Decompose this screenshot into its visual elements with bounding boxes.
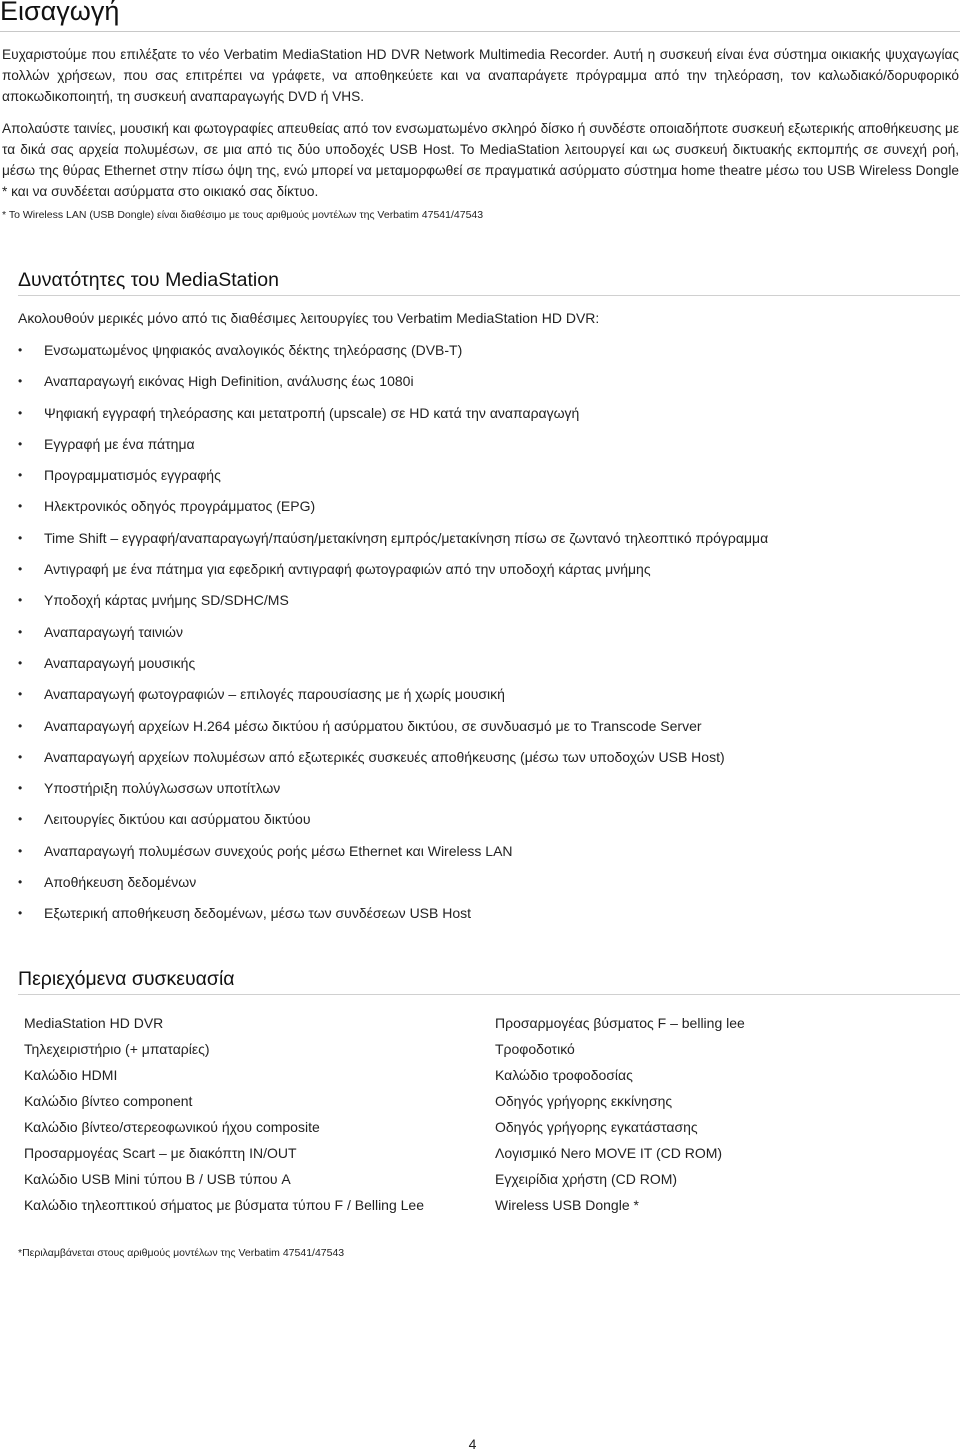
list-item [18, 716, 768, 747]
bullet-icon: • [18, 593, 23, 608]
list-item [18, 559, 768, 590]
list-item [18, 684, 768, 715]
list-item: Τροφοδοτικό [495, 1041, 575, 1057]
bullet-icon: • [18, 374, 23, 389]
bullet-icon: • [18, 343, 23, 357]
feature-text: Αναπαραγωγή ταινιών [44, 623, 183, 640]
list-item: Εγχειρίδια χρήστη (CD ROM) [495, 1171, 678, 1187]
bullet-icon: • [18, 687, 23, 702]
list-item: Καλώδιο HDMI [24, 1067, 118, 1083]
features-lead: Ακολουθούν μερικές μόνο από τις διαθέσιμες λειτουργίες του Verbatim MediaStation HD DVR: [18, 310, 600, 326]
feature-text: Αναπαραγωγή αρχείων πολυμέσων από εξωτερικές συσκευές αποθήκευσης (μέσω των υποδοχών USB Host) [44, 748, 725, 765]
feature-text: Ενσωματωμένος ψηφιακός αναλογικός δέκτης τηλεόρασης (DVB-T) [44, 342, 463, 358]
bullet-icon: • [18, 468, 23, 483]
features-heading: Δυνατότητες του MediaStation [18, 269, 279, 291]
list-item: MediaStation HD DVR [24, 1015, 164, 1031]
package-heading: Περιεχόμενα συσκευασία [18, 968, 235, 990]
list-item [18, 496, 768, 527]
feature-text: Ηλεκτρονικός οδηγός προγράμματος (EPG) [44, 498, 316, 515]
list-item [18, 434, 768, 465]
features-list [18, 340, 768, 935]
feature-text: Υποστήριξη πολύγλωσσων υποτίτλων [44, 780, 281, 797]
list-item: Καλώδιο τροφοδοσίας [495, 1067, 633, 1083]
list-item: Καλώδιο βίντεο component [24, 1093, 193, 1109]
list-item [18, 528, 768, 559]
bullet-icon: • [18, 499, 23, 514]
list-item: Καλώδιο βίντεο/στερεοφωνικού ήχου composite [24, 1119, 320, 1135]
feature-text: Αναπαραγωγή φωτογραφιών – επιλογές παρουσίασης με ή χωρίς μουσική [44, 686, 505, 703]
intro-paragraph-2: Απολαύστε ταινίες, μουσική και φωτογραφίες απευθείας από τον ενσωματωμένο σκληρό δίσκο ή συνδέστε οποιαδήποτε συσκευή εξωτερικής αποθήκευσης με τα δικά σας αρχεία πολυμέσων, σε μια από τις δύο υποδοχές USB Host. Το MediaStation λειτουργεί και ως συσκευή δικτυακής εκπομπής σε συνεχή ροή, μέσω της θύρας Ethernet στην πίσω όψη της, ενώ μπορεί να μεταμορφωθεί σε πραγματικά ασύρματο σύστημα home theatre μέσω του USB Wireless Dongle * και να συνδέεται ασύρματα στο οικιακό σας δίκτυο. [2, 121, 959, 199]
list-item [18, 747, 768, 778]
bullet-icon: • [18, 875, 23, 890]
page-number: 4 [468, 1436, 477, 1452]
bullet-icon: • [18, 436, 23, 451]
feature-text: Αναπαραγωγή εικόνας High Definition, ανάλυσης έως 1080i [44, 373, 414, 390]
bullet-icon: • [18, 624, 23, 639]
feature-text: Αντιγραφή με ένα πάτημα για εφεδρική αντιγραφή φωτογραφιών από την υποδοχή κάρτας μνήμης [44, 561, 651, 578]
list-item [18, 622, 768, 653]
bullet-icon: • [18, 405, 23, 420]
wireless-footnote: * Το Wireless LAN (USB Dongle) είναι διαθέσιμο με τους αριθμούς μοντέλων της Verbatim 47541/47543 [2, 209, 484, 221]
package-footnote: *Περιλαμβάνεται στους αριθμούς μοντέλων της Verbatim 47541/47543 [18, 1247, 345, 1259]
list-item: Οδηγός γρήγορης εκκίνησης [495, 1093, 673, 1109]
list-item [18, 841, 768, 872]
package-list-left [24, 1013, 424, 1221]
list-item [18, 340, 768, 371]
package-list-right [495, 1013, 745, 1221]
bullet-icon: • [18, 562, 23, 577]
list-item: Οδηγός γρήγορης εγκατάστασης [495, 1119, 698, 1135]
feature-text: Time Shift – εγγραφή/αναπαραγωγή/παύση/μετακίνηση εμπρός/μετακίνηση πίσω σε ζωντανό τηλεοπτικό πρόγραμμα [44, 529, 769, 546]
list-item [18, 778, 768, 809]
list-item [18, 403, 768, 434]
title-divider [0, 31, 960, 32]
list-item [18, 809, 768, 840]
intro-paragraph-1: Ευχαριστούμε που επιλέξατε το νέο Verbatim MediaStation HD DVR Network Multimedia Recorder. Αυτή η συσκευή είναι ένα σύστημα οικιακής ψυχαγωγίας πολλών χρήσεων, που σας επιτρέπει να γράφετε, να αποθηκεύετε και να αναπαράγετε πρόγραμμα από την τηλεόραση, τον καλωδιακό/δορυφορικό αποκωδικοποιητή, τη συσκευή αναπαραγωγής DVD ή VHS. [2, 47, 959, 104]
bullet-icon: • [18, 749, 23, 764]
list-item: Τηλεχειριστήριο (+ μπαταρίες) [24, 1041, 210, 1057]
bullet-icon: • [18, 530, 23, 545]
bullet-icon: • [18, 655, 23, 670]
feature-text: Ψηφιακή εγγραφή τηλεόρασης και μετατροπή (upscale) σε HD κατά την αναπαραγωγή [44, 404, 580, 421]
list-item [18, 872, 768, 903]
list-item [18, 903, 768, 934]
bullet-icon: • [18, 906, 23, 921]
feature-text: Αποθήκευση δεδομένων [44, 874, 197, 891]
bullet-icon: • [18, 843, 23, 858]
feature-text: Εγγραφή με ένα πάτημα [44, 435, 195, 452]
list-item: Προσαρμογέας Scart – με διακόπτη IN/OUT [24, 1145, 297, 1161]
list-item [18, 371, 768, 402]
feature-text: Εξωτερική αποθήκευση δεδομένων, μέσω των συνδέσεων USB Host [44, 905, 472, 922]
feature-text: Αναπαραγωγή μουσικής [44, 654, 196, 671]
feature-text: Υποδοχή κάρτας μνήμης SD/SDHC/MS [44, 592, 289, 609]
list-item: Λογισμικό Nero MOVE IT (CD ROM) [495, 1145, 723, 1161]
feature-text: Προγραμματισμός εγγραφής [44, 467, 221, 484]
list-item: Καλώδιο τηλεοπτικού σήματος με βύσματα τύπου F / Belling Lee [24, 1197, 425, 1213]
bullet-icon: • [18, 718, 23, 733]
feature-text: Αναπαραγωγή πολυμέσων συνεχούς ροής μέσω Ethernet και Wireless LAN [44, 842, 513, 859]
list-item [18, 653, 768, 684]
page-title: Εισαγωγή [0, 0, 120, 26]
bullet-icon: • [18, 812, 23, 827]
list-item [18, 590, 768, 621]
list-item [18, 465, 768, 496]
list-item: Καλώδιο USB Mini τύπου B / USB τύπου A [24, 1171, 291, 1187]
features-divider [18, 295, 960, 296]
bullet-icon: • [18, 781, 23, 796]
list-item: Προσαρμογέας βύσματος F – belling lee [495, 1015, 745, 1031]
feature-text: Λειτουργίες δικτύου και ασύρματου δικτύου [44, 811, 311, 828]
package-divider [18, 994, 960, 995]
feature-text: Αναπαραγωγή αρχείων H.264 μέσω δικτύου ή ασύρματου δικτύου, σε συνδυασμό με το Transcode Server [44, 717, 702, 734]
list-item: Wireless USB Dongle * [495, 1197, 639, 1213]
